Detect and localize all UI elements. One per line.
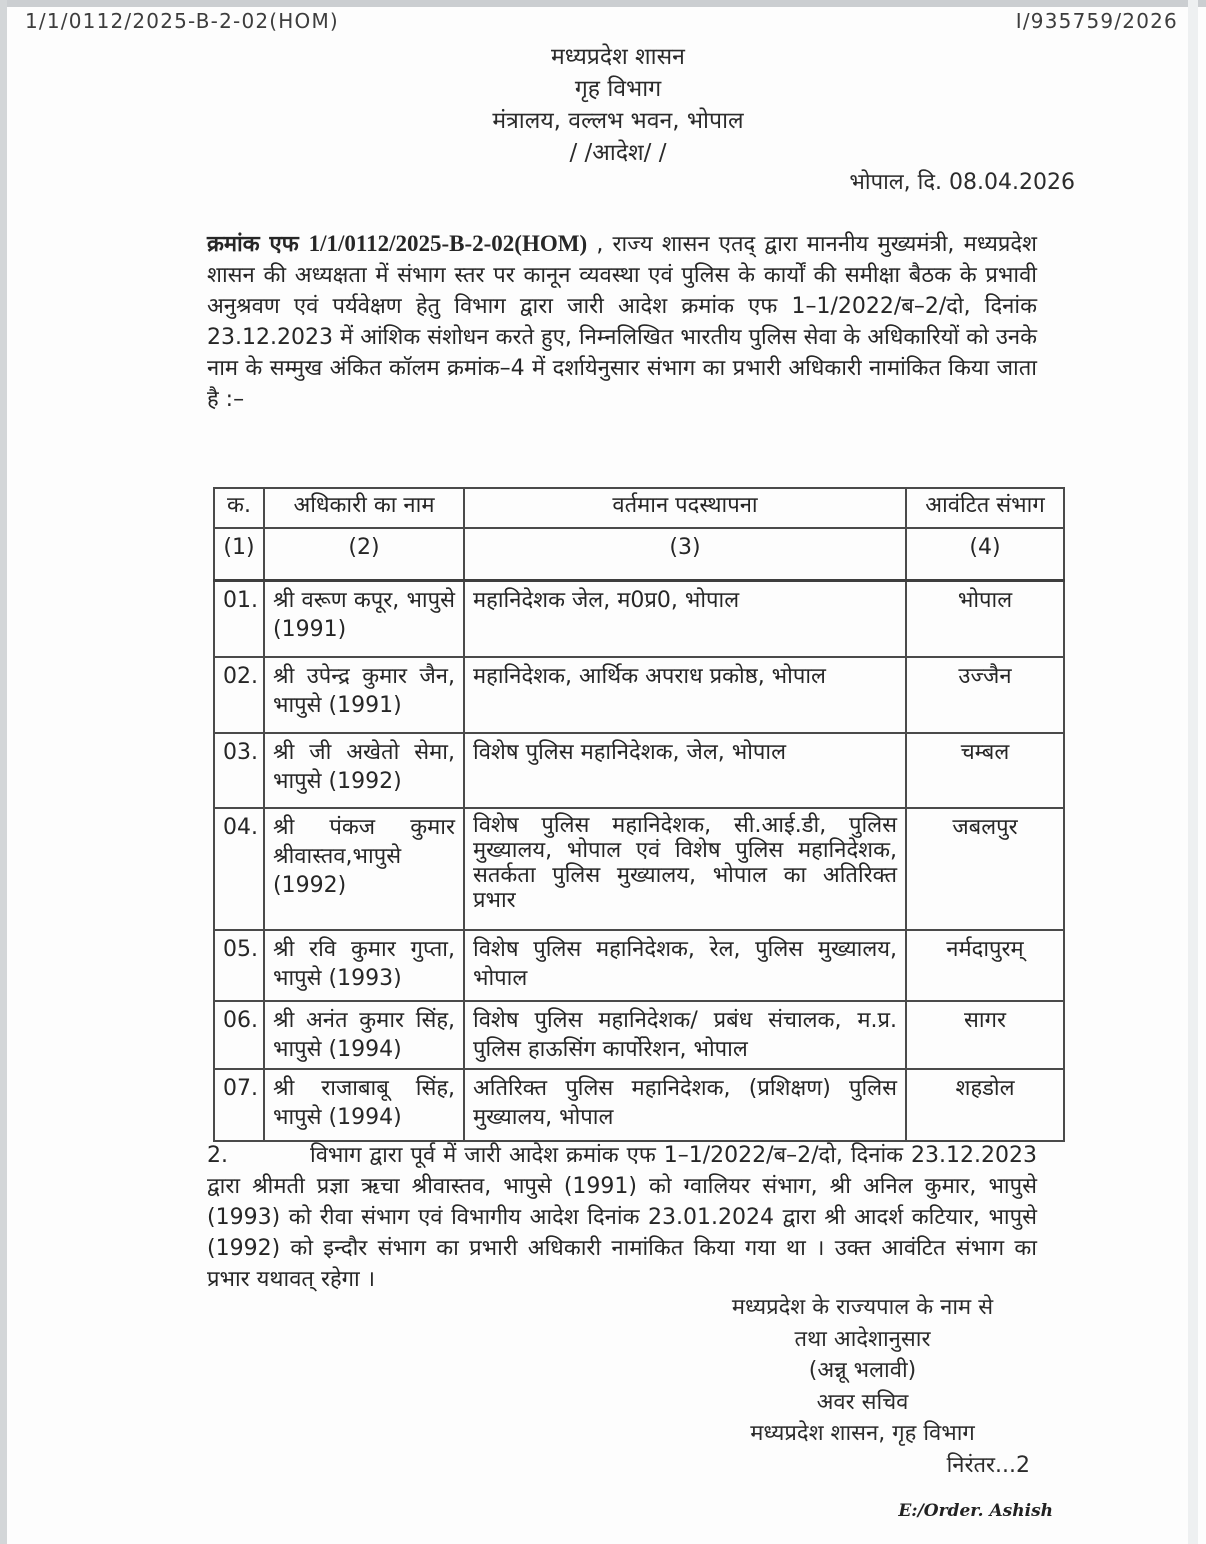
signatory-name: (अन्नू भलावी) (808, 1358, 917, 1383)
table-row (214, 657, 1064, 733)
department-title: गृह विभाग (574, 76, 662, 102)
row-sno: 04. (214, 808, 264, 930)
officers-table (213, 487, 1065, 1142)
order-file-number: 1/1/0112/2025-B-2-02(HOM) (308, 231, 588, 256)
second-paragraph (207, 1140, 1037, 1295)
officer-name: श्री उपेन्द्र कुमार जैन, भापुसे (1991) (264, 657, 464, 733)
scan-edge-left (0, 0, 7, 1544)
col-header-division: आवंटित संभाग (906, 488, 1064, 528)
table-header-row (214, 488, 1064, 528)
government-title: मध्यप्रदेश शासन (551, 44, 685, 70)
col-number-2: (2) (264, 528, 464, 581)
efile-number: I/935759/2026 (1015, 9, 1178, 33)
scan-edge-top (0, 0, 1206, 7)
file-path-note: E:/Order. Ashish (898, 1501, 1053, 1521)
col-header-name: अधिकारी का नाम (264, 488, 464, 528)
allotted-division: उज्जैन (906, 657, 1064, 733)
current-posting: महानिदेशक, आर्थिक अपराध प्रकोष्ठ, भोपाल (464, 657, 906, 733)
col-header-posting: वर्तमान पदस्थापना (464, 488, 906, 528)
order-number-label: क्रमांक एफ (207, 232, 309, 257)
allotted-division: भोपाल (906, 581, 1064, 657)
row-sno: 05. (214, 930, 264, 1001)
place-date: भोपाल, दि. 08.04.2026 (849, 170, 1075, 195)
current-posting: अतिरिक्त पुलिस महानिदेशक, (प्रशिक्षण) पुलिस मुख्यालय, भोपाल (464, 1069, 906, 1141)
col-number-3: (3) (464, 528, 906, 581)
col-number-4: (4) (906, 528, 1064, 581)
paragraph-number: 2. (207, 1143, 228, 1168)
signatory-designation: अवर सचिव (816, 1389, 909, 1415)
row-sno: 01. (214, 581, 264, 657)
file-reference-number: 1/1/0112/2025-B-2-02(HOM) (25, 9, 339, 33)
officer-name: श्री पंकज कुमार श्रीवास्तव,भापुसे (1992) (264, 808, 464, 930)
signature-authority-line: मध्यप्रदेश के राज्यपाल के नाम से (731, 1295, 994, 1320)
current-posting: विशेष पुलिस महानिदेशक, रेल, पुलिस मुख्यालय, भोपाल (464, 930, 906, 1001)
table-row (214, 808, 1064, 930)
table-row (214, 581, 1064, 657)
signatory-office: मध्यप्रदेश शासन, गृह विभाग (750, 1421, 975, 1446)
signature-asordered-line: तथा आदेशानुसार (794, 1326, 931, 1352)
allotted-division: जबलपुर (906, 808, 1064, 930)
officer-name: श्री वरूण कपूर, भापुसे (1991) (264, 581, 464, 657)
officer-name: श्री जी अखेतो सेमा, भापुसे (1992) (264, 733, 464, 808)
table-row (214, 930, 1064, 1001)
allotted-division: शहडोल (906, 1069, 1064, 1141)
signature-block (640, 1292, 1085, 1481)
col-header-sno: क. (214, 488, 264, 528)
current-posting: विशेष पुलिस महानिदेशक/ प्रबंध संचालक, म.प्र. पुलिस हाऊसिंग कार्पोरेशन, भोपाल (464, 1001, 906, 1069)
order-paragraph-text: , राज्य शासन एतद् द्वारा माननीय मुख्यमंत्री, मध्यप्रदेश शासन की अध्यक्षता में संभाग स्तर पर कानून व्यवस्था एवं पुलिस के कार्यों की समीक्षा बैठक के प्रभावी अनुश्रवण एवं पर्यवेक्षण हेतु विभाग द्वारा जारी आदेश क्रमांक एफ 1–1/2022/ब–2/दो, दिनांक 23.12.2023 में आंशिक संशोधन करते हुए, निम्नलिखित भारतीय पुलिस सेवा के अधिकारियों को उनके नाम के सम्मुख अंकित कॉलम क्रमांक–4 में दर्शायेनुसार संभाग का प्रभारी अधिकारी नामांकित किया जाता है :– (207, 232, 1038, 412)
allotted-division: सागर (906, 1001, 1064, 1069)
table-row (214, 1069, 1064, 1141)
col-number-1: (1) (214, 528, 264, 581)
row-sno: 02. (214, 657, 264, 733)
second-paragraph-text: विभाग द्वारा पूर्व में जारी आदेश क्रमांक एफ 1–1/2022/ब–2/दो, दिनांक 23.12.2023 द्वारा श्रीमती प्रज्ञा ऋचा श्रीवास्तव, भापुसे (1991) को ग्वालियर संभाग, श्री अनिल कुमार, भापुसे (1993) को रीवा संभाग एवं विभागीय आदेश दिनांक 23.01.2024 द्वारा श्री आदर्श कटियार, भापुसे (1992) को इन्दौर संभाग का प्रभारी अधिकारी नामांकित किया गया था । उक्त आवंटित संभाग का प्रभार यथावत् रहेगा । (207, 1143, 1037, 1292)
row-sno: 07. (214, 1069, 264, 1141)
allotted-division: चम्बल (906, 733, 1064, 808)
officer-name: श्री अनंत कुमार सिंह, भापुसे (1994) (264, 1001, 464, 1069)
current-posting: विशेष पुलिस महानिदेशक, सी.आई.डी, पुलिस मुख्यालय, भोपाल एवं विशेष पुलिस महानिदेशक, सतर्कता पुलिस मुख्यालय, भोपाल का अतिरिक्त प्रभार (464, 808, 906, 930)
continuation-note: निरंतर...2 (946, 1452, 1030, 1478)
document-heading (203, 41, 1033, 169)
order-label: / /आदेश/ / (569, 140, 667, 166)
table-row (214, 733, 1064, 808)
current-posting: विशेष पुलिस महानिदेशक, जेल, भोपाल (464, 733, 906, 808)
allotted-division: नर्मदापुरम् (906, 930, 1064, 1001)
table-row (214, 1001, 1064, 1069)
table-colnumber-row (214, 528, 1064, 581)
order-paragraph (207, 228, 1037, 415)
row-sno: 03. (214, 733, 264, 808)
officer-name: श्री रवि कुमार गुप्ता, भापुसे (1993) (264, 930, 464, 1001)
officer-name: श्री राजाबाबू सिंह, भापुसे (1994) (264, 1069, 464, 1141)
address-line: मंत्रालय, वल्लभ भवन, भोपाल (492, 108, 744, 134)
current-posting: महानिदेशक जेल, म0प्र0, भोपाल (464, 581, 906, 657)
row-sno: 06. (214, 1001, 264, 1069)
scan-edge-right (1188, 0, 1198, 1544)
